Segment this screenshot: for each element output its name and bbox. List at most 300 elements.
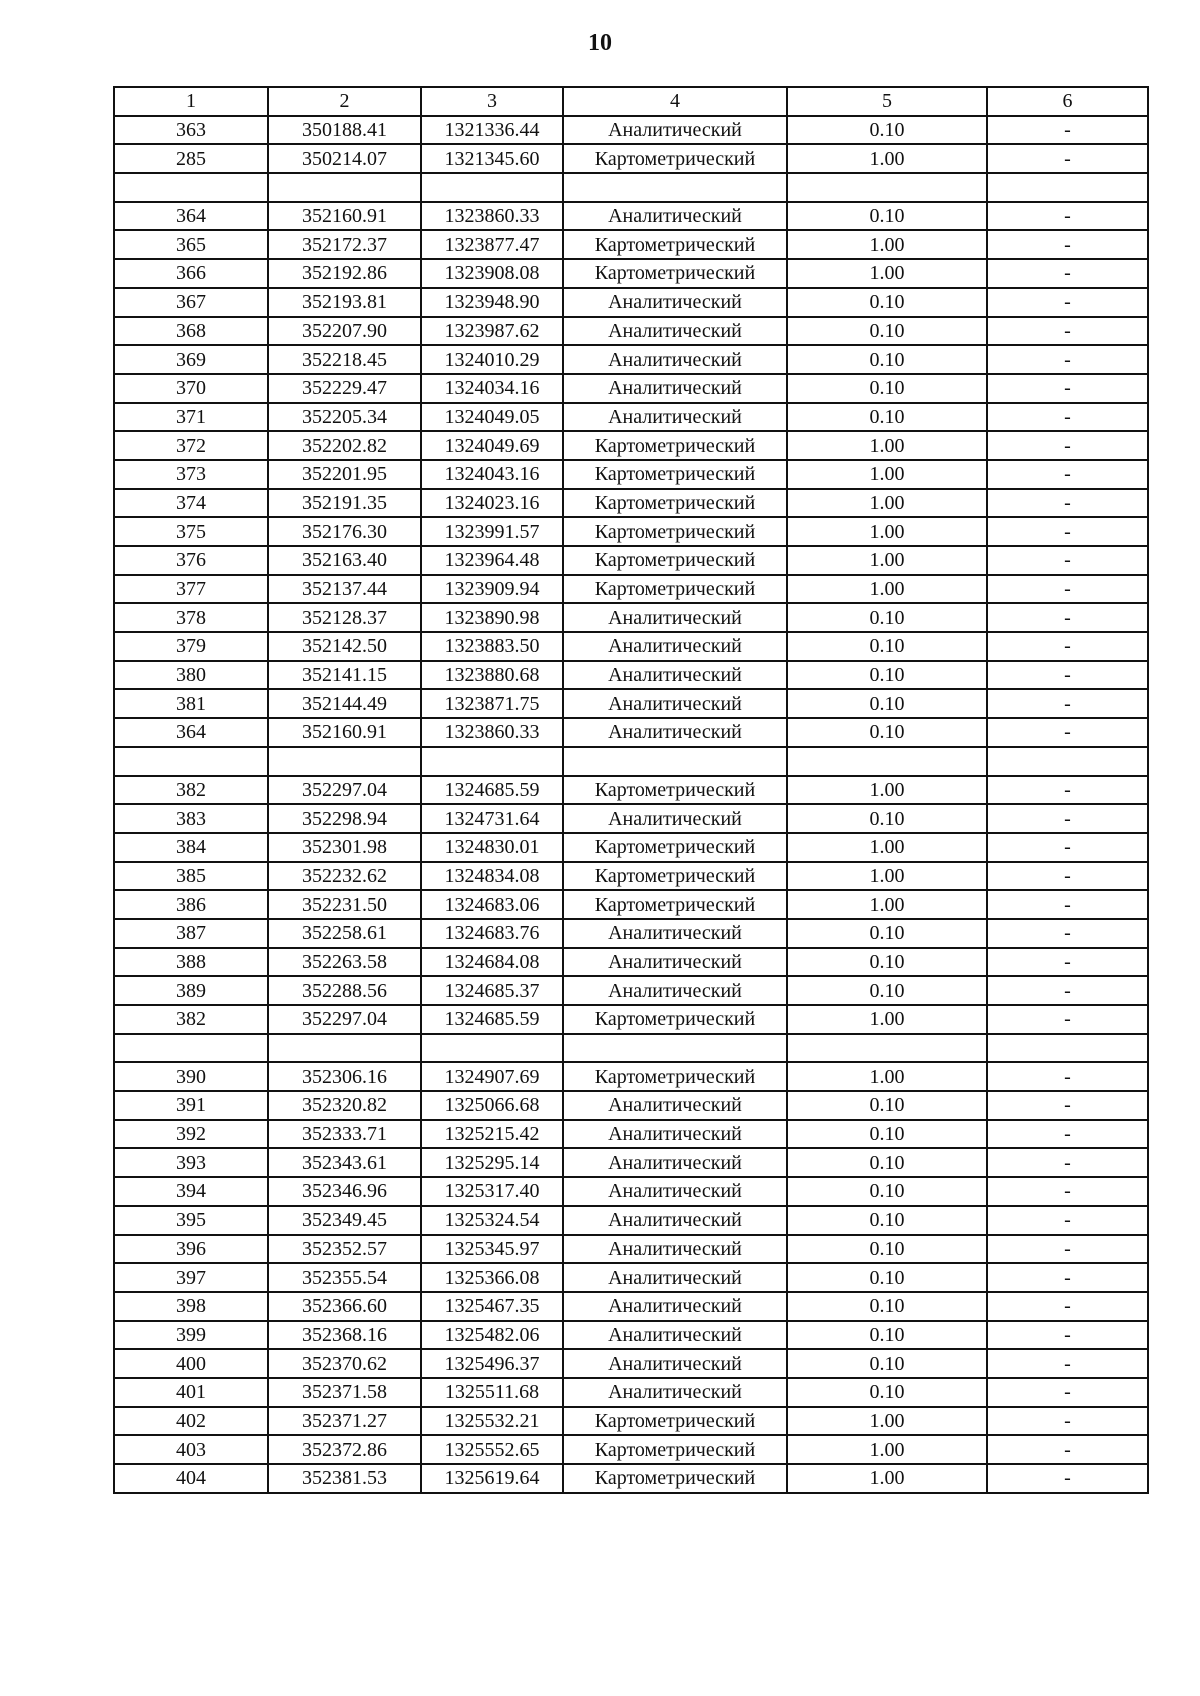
point-number-cell: 374	[114, 489, 268, 518]
x-coordinate-cell	[268, 747, 421, 776]
y-coordinate-cell: 1325619.64	[421, 1464, 563, 1493]
point-number-cell: 399	[114, 1321, 268, 1350]
note-cell: -	[987, 374, 1148, 403]
table-row	[114, 1407, 1148, 1436]
method-cell: Аналитический	[563, 1263, 787, 1292]
y-coordinate-cell: 1325066.68	[421, 1091, 563, 1120]
method-cell: Картометрический	[563, 890, 787, 919]
x-coordinate-cell: 352218.45	[268, 345, 421, 374]
table-body	[114, 116, 1148, 1493]
accuracy-cell: 1.00	[787, 1005, 987, 1034]
accuracy-cell: 0.10	[787, 403, 987, 432]
table-row	[114, 345, 1148, 374]
accuracy-cell: 0.10	[787, 202, 987, 231]
point-number-cell	[114, 1034, 268, 1063]
method-cell: Аналитический	[563, 948, 787, 977]
y-coordinate-cell	[421, 1034, 563, 1063]
point-number-cell: 388	[114, 948, 268, 977]
y-coordinate-cell: 1325532.21	[421, 1407, 563, 1436]
y-coordinate-cell: 1325317.40	[421, 1177, 563, 1206]
x-coordinate-cell: 352160.91	[268, 202, 421, 231]
table-row	[114, 632, 1148, 661]
y-coordinate-cell: 1324684.08	[421, 948, 563, 977]
note-cell: -	[987, 1120, 1148, 1149]
x-coordinate-cell: 352202.82	[268, 431, 421, 460]
accuracy-cell: 0.10	[787, 1177, 987, 1206]
table-row	[114, 1378, 1148, 1407]
table-row	[114, 1292, 1148, 1321]
table-row	[114, 1148, 1148, 1177]
x-coordinate-cell: 352352.57	[268, 1235, 421, 1264]
method-cell: Аналитический	[563, 288, 787, 317]
method-cell: Аналитический	[563, 403, 787, 432]
point-number-cell: 366	[114, 259, 268, 288]
point-number-cell: 383	[114, 804, 268, 833]
x-coordinate-cell: 352346.96	[268, 1177, 421, 1206]
note-cell: -	[987, 718, 1148, 747]
accuracy-cell: 0.10	[787, 288, 987, 317]
accuracy-cell: 1.00	[787, 1464, 987, 1493]
x-coordinate-cell: 352298.94	[268, 804, 421, 833]
method-cell: Аналитический	[563, 345, 787, 374]
accuracy-cell: 1.00	[787, 890, 987, 919]
x-coordinate-cell: 352372.86	[268, 1435, 421, 1464]
accuracy-cell: 1.00	[787, 575, 987, 604]
y-coordinate-cell: 1323987.62	[421, 317, 563, 346]
point-number-cell: 403	[114, 1435, 268, 1464]
accuracy-cell: 1.00	[787, 776, 987, 805]
note-cell: -	[987, 1177, 1148, 1206]
x-coordinate-cell	[268, 1034, 421, 1063]
point-number-cell: 372	[114, 431, 268, 460]
accuracy-cell: 0.10	[787, 632, 987, 661]
point-number-cell: 395	[114, 1206, 268, 1235]
note-cell: -	[987, 862, 1148, 891]
point-number-cell: 367	[114, 288, 268, 317]
method-cell: Аналитический	[563, 374, 787, 403]
y-coordinate-cell: 1324034.16	[421, 374, 563, 403]
accuracy-cell: 0.10	[787, 603, 987, 632]
point-number-cell: 369	[114, 345, 268, 374]
x-coordinate-cell: 352366.60	[268, 1292, 421, 1321]
table-row	[114, 374, 1148, 403]
note-cell	[987, 1034, 1148, 1063]
x-coordinate-cell: 352193.81	[268, 288, 421, 317]
y-coordinate-cell: 1324731.64	[421, 804, 563, 833]
point-number-cell: 368	[114, 317, 268, 346]
accuracy-cell: 0.10	[787, 919, 987, 948]
note-cell: -	[987, 1235, 1148, 1264]
method-cell: Картометрический	[563, 1062, 787, 1091]
point-number-cell: 379	[114, 632, 268, 661]
accuracy-cell: 0.10	[787, 1148, 987, 1177]
y-coordinate-cell: 1325496.37	[421, 1349, 563, 1378]
method-cell: Картометрический	[563, 546, 787, 575]
table-row	[114, 919, 1148, 948]
method-cell: Картометрический	[563, 1464, 787, 1493]
y-coordinate-cell: 1324049.05	[421, 403, 563, 432]
note-cell: -	[987, 1206, 1148, 1235]
y-coordinate-cell: 1323890.98	[421, 603, 563, 632]
point-number-cell: 402	[114, 1407, 268, 1436]
table-row	[114, 230, 1148, 259]
x-coordinate-cell: 352201.95	[268, 460, 421, 489]
table-row	[114, 1321, 1148, 1350]
y-coordinate-cell: 1321345.60	[421, 144, 563, 173]
table-row	[114, 575, 1148, 604]
note-cell: -	[987, 1062, 1148, 1091]
note-cell	[987, 173, 1148, 202]
note-cell: -	[987, 1407, 1148, 1436]
point-number-cell: 393	[114, 1148, 268, 1177]
table-row	[114, 1091, 1148, 1120]
x-coordinate-cell: 352163.40	[268, 546, 421, 575]
accuracy-cell: 0.10	[787, 116, 987, 145]
x-coordinate-cell: 352144.49	[268, 689, 421, 718]
y-coordinate-cell: 1323909.94	[421, 575, 563, 604]
x-coordinate-cell: 352205.34	[268, 403, 421, 432]
accuracy-cell	[787, 1034, 987, 1063]
note-cell: -	[987, 948, 1148, 977]
point-number-cell: 384	[114, 833, 268, 862]
method-cell	[563, 1034, 787, 1063]
table-row	[114, 603, 1148, 632]
method-cell: Аналитический	[563, 689, 787, 718]
accuracy-cell: 1.00	[787, 460, 987, 489]
point-number-cell	[114, 173, 268, 202]
note-cell: -	[987, 202, 1148, 231]
y-coordinate-cell: 1323991.57	[421, 517, 563, 546]
method-cell: Аналитический	[563, 1235, 787, 1264]
y-coordinate-cell: 1324683.76	[421, 919, 563, 948]
accuracy-cell: 0.10	[787, 1120, 987, 1149]
method-cell: Картометрический	[563, 460, 787, 489]
y-coordinate-cell: 1324049.69	[421, 431, 563, 460]
accuracy-cell: 0.10	[787, 976, 987, 1005]
accuracy-cell: 0.10	[787, 718, 987, 747]
table-row	[114, 431, 1148, 460]
point-number-cell: 364	[114, 718, 268, 747]
accuracy-cell: 1.00	[787, 1407, 987, 1436]
method-cell: Аналитический	[563, 632, 787, 661]
accuracy-cell: 0.10	[787, 689, 987, 718]
table-row	[114, 689, 1148, 718]
point-number-cell: 392	[114, 1120, 268, 1149]
y-coordinate-cell: 1325324.54	[421, 1206, 563, 1235]
point-number-cell: 370	[114, 374, 268, 403]
method-cell: Аналитический	[563, 317, 787, 346]
table-row	[114, 1034, 1148, 1063]
point-number-cell: 371	[114, 403, 268, 432]
header-row	[114, 87, 1148, 116]
point-number-cell: 373	[114, 460, 268, 489]
x-coordinate-cell: 352231.50	[268, 890, 421, 919]
page-number: 10	[588, 30, 612, 56]
method-cell: Картометрический	[563, 259, 787, 288]
note-cell: -	[987, 1091, 1148, 1120]
method-cell: Картометрический	[563, 1407, 787, 1436]
table-row	[114, 862, 1148, 891]
note-cell: -	[987, 776, 1148, 805]
accuracy-cell: 1.00	[787, 546, 987, 575]
y-coordinate-cell: 1323883.50	[421, 632, 563, 661]
note-cell: -	[987, 1349, 1148, 1378]
point-number-cell: 401	[114, 1378, 268, 1407]
method-cell: Аналитический	[563, 116, 787, 145]
table-row	[114, 661, 1148, 690]
y-coordinate-cell: 1325215.42	[421, 1120, 563, 1149]
method-cell: Картометрический	[563, 1435, 787, 1464]
note-cell: -	[987, 919, 1148, 948]
x-coordinate-cell: 352371.27	[268, 1407, 421, 1436]
method-cell: Аналитический	[563, 1120, 787, 1149]
note-cell: -	[987, 1378, 1148, 1407]
table-row	[114, 1120, 1148, 1149]
accuracy-cell: 1.00	[787, 1062, 987, 1091]
note-cell: -	[987, 833, 1148, 862]
point-number-cell: 397	[114, 1263, 268, 1292]
y-coordinate-cell: 1324683.06	[421, 890, 563, 919]
note-cell: -	[987, 431, 1148, 460]
y-coordinate-cell: 1321336.44	[421, 116, 563, 145]
coordinates-table	[113, 86, 1149, 1494]
point-number-cell: 382	[114, 1005, 268, 1034]
y-coordinate-cell: 1323908.08	[421, 259, 563, 288]
table-row	[114, 144, 1148, 173]
note-cell: -	[987, 575, 1148, 604]
x-coordinate-cell: 352191.35	[268, 489, 421, 518]
x-coordinate-cell: 352368.16	[268, 1321, 421, 1350]
point-number-cell: 390	[114, 1062, 268, 1091]
table-row	[114, 1062, 1148, 1091]
method-cell: Аналитический	[563, 1206, 787, 1235]
method-cell: Аналитический	[563, 661, 787, 690]
table-row	[114, 1206, 1148, 1235]
column-header-5: 5	[787, 87, 987, 116]
y-coordinate-cell: 1324685.59	[421, 1005, 563, 1034]
note-cell: -	[987, 890, 1148, 919]
x-coordinate-cell: 352128.37	[268, 603, 421, 632]
column-header-3: 3	[421, 87, 563, 116]
x-coordinate-cell: 352370.62	[268, 1349, 421, 1378]
table-row	[114, 202, 1148, 231]
point-number-cell: 365	[114, 230, 268, 259]
x-coordinate-cell: 352263.58	[268, 948, 421, 977]
table-row	[114, 890, 1148, 919]
table-row	[114, 1464, 1148, 1493]
table-row	[114, 288, 1148, 317]
note-cell	[987, 747, 1148, 776]
y-coordinate-cell	[421, 173, 563, 202]
table-row	[114, 460, 1148, 489]
table-row	[114, 116, 1148, 145]
x-coordinate-cell: 352306.16	[268, 1062, 421, 1091]
y-coordinate-cell: 1325295.14	[421, 1148, 563, 1177]
point-number-cell: 400	[114, 1349, 268, 1378]
column-header-1: 1	[114, 87, 268, 116]
method-cell: Картометрический	[563, 833, 787, 862]
method-cell: Аналитический	[563, 1148, 787, 1177]
point-number-cell: 387	[114, 919, 268, 948]
method-cell: Аналитический	[563, 804, 787, 833]
note-cell: -	[987, 517, 1148, 546]
method-cell: Картометрический	[563, 431, 787, 460]
accuracy-cell: 0.10	[787, 1235, 987, 1264]
x-coordinate-cell: 350214.07	[268, 144, 421, 173]
y-coordinate-cell	[421, 747, 563, 776]
table-row	[114, 259, 1148, 288]
x-coordinate-cell: 352371.58	[268, 1378, 421, 1407]
y-coordinate-cell: 1323860.33	[421, 202, 563, 231]
x-coordinate-cell: 352172.37	[268, 230, 421, 259]
accuracy-cell: 0.10	[787, 1206, 987, 1235]
note-cell: -	[987, 317, 1148, 346]
method-cell: Картометрический	[563, 862, 787, 891]
point-number-cell: 376	[114, 546, 268, 575]
column-header-2: 2	[268, 87, 421, 116]
note-cell: -	[987, 489, 1148, 518]
x-coordinate-cell: 352355.54	[268, 1263, 421, 1292]
y-coordinate-cell: 1324043.16	[421, 460, 563, 489]
accuracy-cell: 1.00	[787, 230, 987, 259]
x-coordinate-cell: 350188.41	[268, 116, 421, 145]
point-number-cell: 380	[114, 661, 268, 690]
method-cell	[563, 173, 787, 202]
point-number-cell: 381	[114, 689, 268, 718]
table-row	[114, 1263, 1148, 1292]
note-cell: -	[987, 661, 1148, 690]
note-cell: -	[987, 1005, 1148, 1034]
y-coordinate-cell: 1324685.37	[421, 976, 563, 1005]
accuracy-cell: 0.10	[787, 317, 987, 346]
point-number-cell: 394	[114, 1177, 268, 1206]
note-cell: -	[987, 1464, 1148, 1493]
y-coordinate-cell: 1323871.75	[421, 689, 563, 718]
method-cell: Картометрический	[563, 1005, 787, 1034]
table-header	[114, 87, 1148, 116]
note-cell: -	[987, 546, 1148, 575]
note-cell: -	[987, 689, 1148, 718]
point-number-cell: 382	[114, 776, 268, 805]
table-row	[114, 1349, 1148, 1378]
x-coordinate-cell	[268, 173, 421, 202]
point-number-cell: 404	[114, 1464, 268, 1493]
accuracy-cell: 1.00	[787, 1435, 987, 1464]
method-cell: Картометрический	[563, 489, 787, 518]
x-coordinate-cell: 352301.98	[268, 833, 421, 862]
accuracy-cell: 1.00	[787, 431, 987, 460]
y-coordinate-cell: 1325511.68	[421, 1378, 563, 1407]
accuracy-cell: 0.10	[787, 1349, 987, 1378]
y-coordinate-cell: 1324010.29	[421, 345, 563, 374]
method-cell: Картометрический	[563, 776, 787, 805]
point-number-cell: 398	[114, 1292, 268, 1321]
x-coordinate-cell: 352349.45	[268, 1206, 421, 1235]
accuracy-cell: 0.10	[787, 1378, 987, 1407]
table-row	[114, 1177, 1148, 1206]
point-number-cell: 377	[114, 575, 268, 604]
method-cell: Аналитический	[563, 1378, 787, 1407]
point-number-cell: 385	[114, 862, 268, 891]
note-cell: -	[987, 804, 1148, 833]
accuracy-cell: 0.10	[787, 345, 987, 374]
note-cell: -	[987, 603, 1148, 632]
table-row	[114, 489, 1148, 518]
column-header-6: 6	[987, 87, 1148, 116]
method-cell: Аналитический	[563, 202, 787, 231]
note-cell: -	[987, 144, 1148, 173]
method-cell: Аналитический	[563, 1091, 787, 1120]
note-cell: -	[987, 259, 1148, 288]
x-coordinate-cell: 352343.61	[268, 1148, 421, 1177]
y-coordinate-cell: 1325467.35	[421, 1292, 563, 1321]
x-coordinate-cell: 352333.71	[268, 1120, 421, 1149]
accuracy-cell: 0.10	[787, 374, 987, 403]
note-cell: -	[987, 1148, 1148, 1177]
y-coordinate-cell: 1324907.69	[421, 1062, 563, 1091]
point-number-cell: 389	[114, 976, 268, 1005]
table-row	[114, 517, 1148, 546]
accuracy-cell: 0.10	[787, 1321, 987, 1350]
method-cell: Аналитический	[563, 1349, 787, 1378]
y-coordinate-cell: 1325345.97	[421, 1235, 563, 1264]
note-cell: -	[987, 632, 1148, 661]
accuracy-cell	[787, 747, 987, 776]
point-number-cell	[114, 747, 268, 776]
y-coordinate-cell: 1324830.01	[421, 833, 563, 862]
note-cell: -	[987, 403, 1148, 432]
table-row	[114, 718, 1148, 747]
table-row	[114, 1235, 1148, 1264]
y-coordinate-cell: 1325482.06	[421, 1321, 563, 1350]
x-coordinate-cell: 352288.56	[268, 976, 421, 1005]
note-cell: -	[987, 116, 1148, 145]
method-cell: Картометрический	[563, 575, 787, 604]
accuracy-cell: 0.10	[787, 948, 987, 977]
method-cell: Аналитический	[563, 976, 787, 1005]
method-cell: Аналитический	[563, 718, 787, 747]
y-coordinate-cell: 1323880.68	[421, 661, 563, 690]
note-cell: -	[987, 288, 1148, 317]
table-row	[114, 804, 1148, 833]
point-number-cell: 378	[114, 603, 268, 632]
accuracy-cell: 0.10	[787, 1263, 987, 1292]
note-cell: -	[987, 1292, 1148, 1321]
accuracy-cell: 1.00	[787, 489, 987, 518]
note-cell: -	[987, 976, 1148, 1005]
accuracy-cell: 1.00	[787, 862, 987, 891]
method-cell: Аналитический	[563, 919, 787, 948]
note-cell: -	[987, 345, 1148, 374]
y-coordinate-cell: 1324834.08	[421, 862, 563, 891]
note-cell: -	[987, 230, 1148, 259]
method-cell: Картометрический	[563, 144, 787, 173]
point-number-cell: 396	[114, 1235, 268, 1264]
accuracy-cell: 1.00	[787, 517, 987, 546]
accuracy-cell: 1.00	[787, 259, 987, 288]
accuracy-cell: 0.10	[787, 1091, 987, 1120]
method-cell: Картометрический	[563, 230, 787, 259]
table-row	[114, 173, 1148, 202]
x-coordinate-cell: 352142.50	[268, 632, 421, 661]
x-coordinate-cell: 352258.61	[268, 919, 421, 948]
x-coordinate-cell: 352229.47	[268, 374, 421, 403]
method-cell: Аналитический	[563, 1177, 787, 1206]
x-coordinate-cell: 352320.82	[268, 1091, 421, 1120]
x-coordinate-cell: 352297.04	[268, 776, 421, 805]
x-coordinate-cell: 352176.30	[268, 517, 421, 546]
y-coordinate-cell: 1325552.65	[421, 1435, 563, 1464]
